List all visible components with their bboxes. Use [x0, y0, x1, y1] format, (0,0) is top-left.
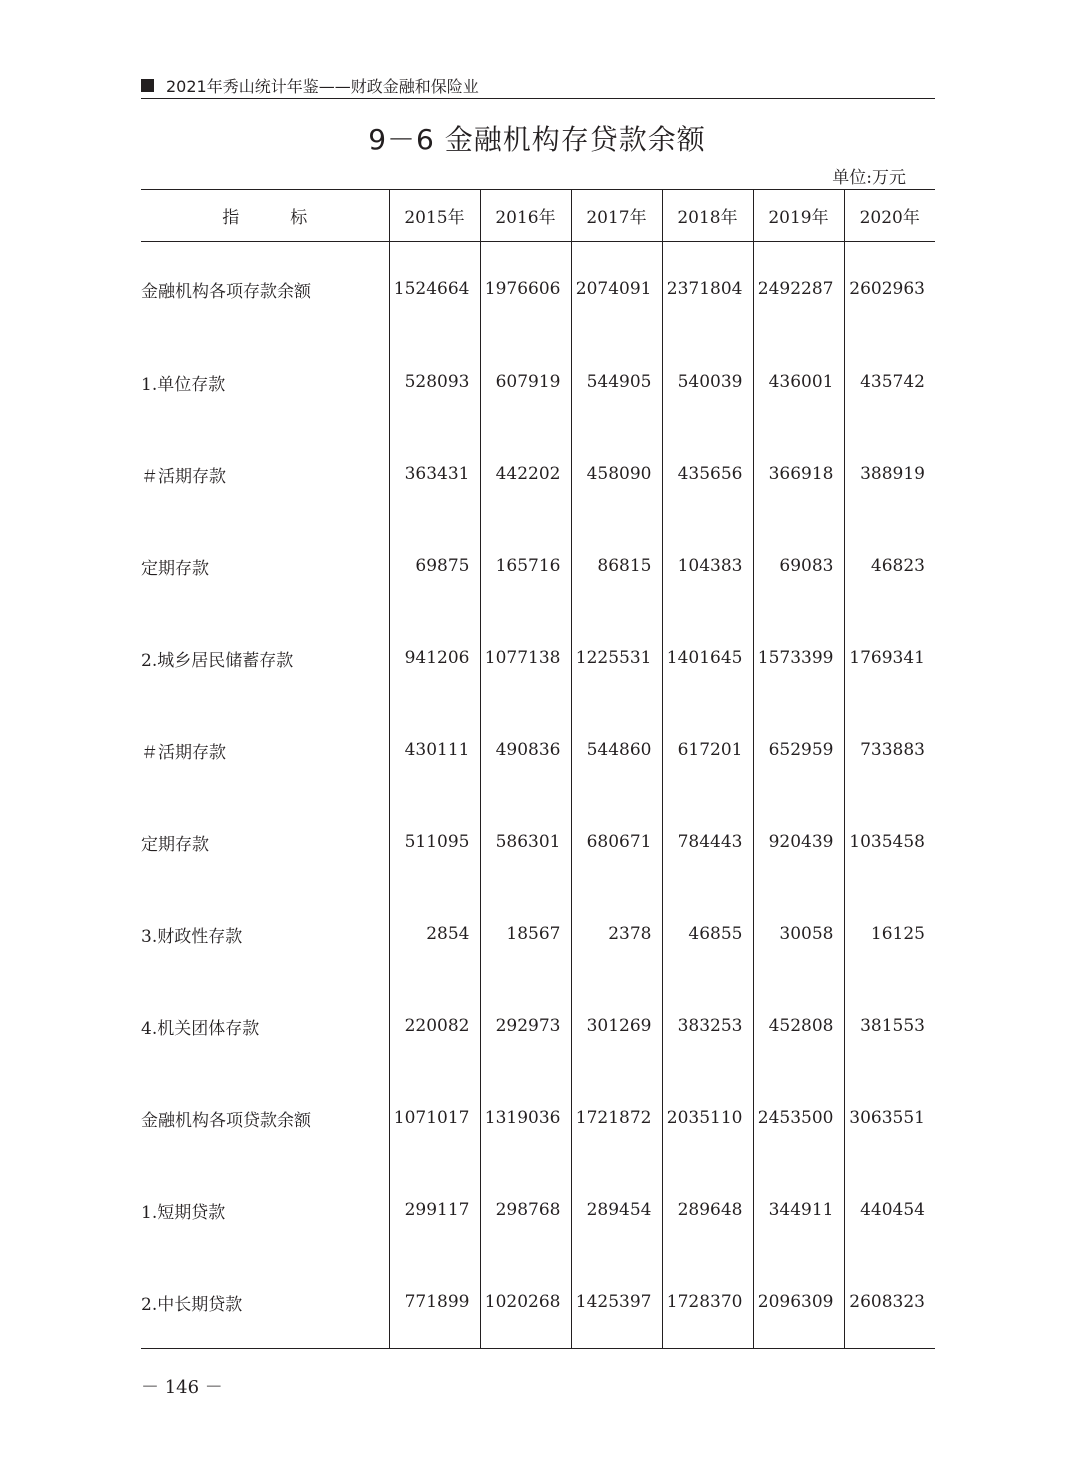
value-cell: 1020268 [480, 1256, 571, 1349]
value-cell: 1769341 [844, 612, 935, 704]
table-row [141, 612, 935, 704]
value-cell: 2608323 [844, 1256, 935, 1349]
value-cell: 1573399 [753, 612, 844, 704]
table-header-row [141, 190, 935, 242]
table-row [141, 1072, 935, 1164]
row-label: 定期存款 [141, 834, 209, 855]
value-cell: 292973 [480, 980, 571, 1072]
value-cell: 435656 [662, 428, 753, 520]
value-cell: 298768 [480, 1164, 571, 1256]
value-cell: 289648 [662, 1164, 753, 1256]
value-cell: 1225531 [571, 612, 662, 704]
value-cell: 1425397 [571, 1256, 662, 1349]
value-cell: 920439 [753, 796, 844, 888]
row-label: 金融机构各项贷款余额 [141, 1110, 311, 1131]
value-cell: 442202 [480, 428, 571, 520]
table-row [141, 1256, 935, 1349]
value-cell: 2492287 [753, 242, 844, 337]
value-cell: 16125 [844, 888, 935, 980]
value-cell: 2096309 [753, 1256, 844, 1349]
value-cell: 3063551 [844, 1072, 935, 1164]
row-label: 定期存款 [141, 558, 209, 579]
year-header: 2015年 [389, 190, 480, 242]
value-cell: 2074091 [571, 242, 662, 337]
table-row [141, 336, 935, 428]
value-cell: 733883 [844, 704, 935, 796]
value-cell: 540039 [662, 336, 753, 428]
running-header-text: 2021年秀山统计年鉴——财政金融和保险业 [166, 76, 479, 96]
value-cell: 941206 [389, 612, 480, 704]
page-number: － 146 － [141, 1377, 223, 1398]
value-cell: 1728370 [662, 1256, 753, 1349]
year-header: 2016年 [480, 190, 571, 242]
value-cell: 381553 [844, 980, 935, 1072]
running-header [141, 72, 935, 99]
row-label: 3.财政性存款 [141, 926, 243, 947]
value-cell: 1401645 [662, 612, 753, 704]
row-label: 1.单位存款 [141, 374, 226, 395]
table-row [141, 704, 935, 796]
row-label: 2.城乡居民储蓄存款 [141, 650, 294, 671]
year-header: 2020年 [844, 190, 935, 242]
value-cell: 2378 [571, 888, 662, 980]
year-header: 2019年 [753, 190, 844, 242]
value-cell: 1524664 [389, 242, 480, 337]
value-cell: 440454 [844, 1164, 935, 1256]
value-cell: 652959 [753, 704, 844, 796]
value-cell: 104383 [662, 520, 753, 612]
value-cell: 586301 [480, 796, 571, 888]
value-cell: 299117 [389, 1164, 480, 1256]
value-cell: 2035110 [662, 1072, 753, 1164]
table-row [141, 428, 935, 520]
table-row [141, 1164, 935, 1256]
value-cell: 86815 [571, 520, 662, 612]
value-cell: 1976606 [480, 242, 571, 337]
table-row [141, 980, 935, 1072]
value-cell: 344911 [753, 1164, 844, 1256]
value-cell: 680671 [571, 796, 662, 888]
value-cell: 607919 [480, 336, 571, 428]
table-row [141, 888, 935, 980]
year-header: 2018年 [662, 190, 753, 242]
deposit-loan-table [141, 189, 935, 1349]
value-cell: 430111 [389, 704, 480, 796]
value-cell: 1319036 [480, 1072, 571, 1164]
square-bullet-icon [141, 79, 154, 92]
value-cell: 301269 [571, 980, 662, 1072]
value-cell: 1721872 [571, 1072, 662, 1164]
value-cell: 289454 [571, 1164, 662, 1256]
value-cell: 46823 [844, 520, 935, 612]
value-cell: 544905 [571, 336, 662, 428]
value-cell: 366918 [753, 428, 844, 520]
value-cell: 1077138 [480, 612, 571, 704]
value-cell: 528093 [389, 336, 480, 428]
table-row [141, 796, 935, 888]
value-cell: 436001 [753, 336, 844, 428]
value-cell: 363431 [389, 428, 480, 520]
row-label: 金融机构各项存款余额 [141, 281, 311, 302]
table-row [141, 242, 935, 337]
value-cell: 69083 [753, 520, 844, 612]
indicator-header: 指 标 [141, 190, 389, 242]
value-cell: 383253 [662, 980, 753, 1072]
value-cell: 1035458 [844, 796, 935, 888]
page-title: 9－6 金融机构存贷款余额 [368, 123, 706, 156]
value-cell: 1071017 [389, 1072, 480, 1164]
value-cell: 388919 [844, 428, 935, 520]
value-cell: 784443 [662, 796, 753, 888]
value-cell: 458090 [571, 428, 662, 520]
value-cell: 30058 [753, 888, 844, 980]
value-cell: 18567 [480, 888, 571, 980]
year-header: 2017年 [571, 190, 662, 242]
value-cell: 452808 [753, 980, 844, 1072]
value-cell: 544860 [571, 704, 662, 796]
value-cell: 46855 [662, 888, 753, 980]
value-cell: 220082 [389, 980, 480, 1072]
value-cell: 165716 [480, 520, 571, 612]
row-label: 1.短期贷款 [141, 1202, 226, 1223]
table-row [141, 520, 935, 612]
value-cell: 69875 [389, 520, 480, 612]
value-cell: 2602963 [844, 242, 935, 337]
value-cell: 617201 [662, 704, 753, 796]
value-cell: 511095 [389, 796, 480, 888]
row-label: ＃活期存款 [141, 466, 226, 487]
value-cell: 490836 [480, 704, 571, 796]
row-label: 2.中长期贷款 [141, 1294, 243, 1315]
value-cell: 435742 [844, 336, 935, 428]
value-cell: 2371804 [662, 242, 753, 337]
unit-note: 单位:万元 [832, 168, 906, 188]
value-cell: 2453500 [753, 1072, 844, 1164]
value-cell: 771899 [389, 1256, 480, 1349]
row-label: 4.机关团体存款 [141, 1018, 260, 1039]
row-label: ＃活期存款 [141, 742, 226, 763]
value-cell: 2854 [389, 888, 480, 980]
